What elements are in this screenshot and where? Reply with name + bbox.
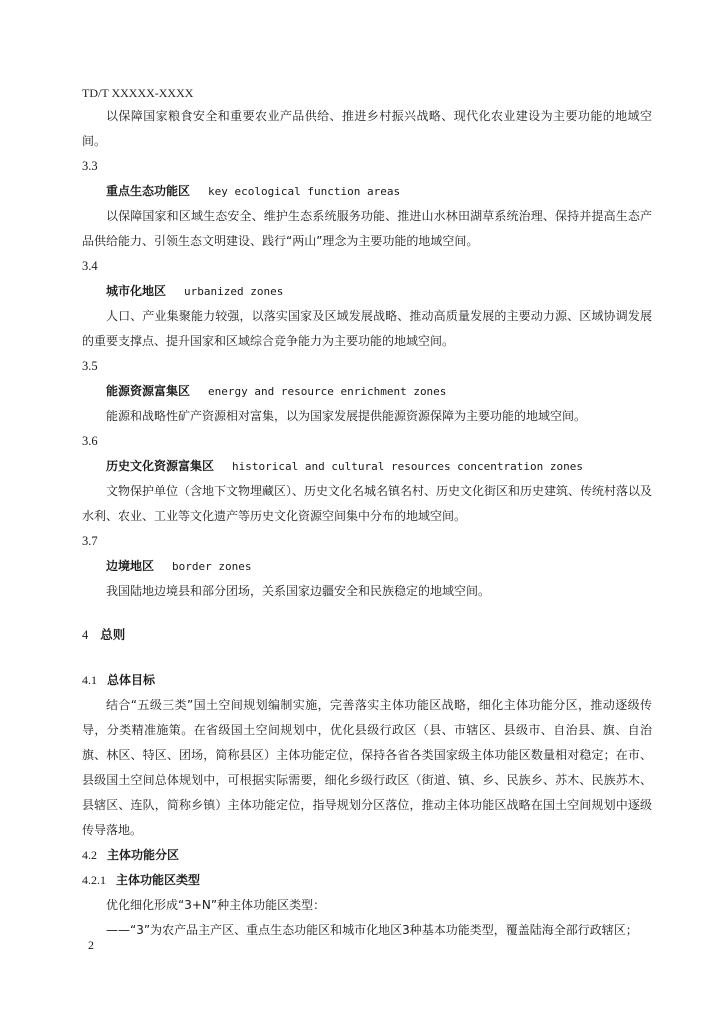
continued-paragraph: 以保障国家粮食安全和重要农业产品供给、推进乡村振兴战略、现代化农业建设为主要功能的地域空间。	[82, 109, 652, 148]
term-en: energy and resource enrichment zones	[208, 385, 447, 398]
section-title: 总体目标	[107, 673, 156, 687]
term-3-4	[82, 279, 652, 304]
term-definition-3-4: 人口、产业集聚能力较强，以落实国家及区域发展战略、推动高质量发展的主要动力源、区域协调发展的重要支撑点、提升国家和区域综合竞争能力为主要功能的地域空间。	[82, 309, 652, 348]
term-zh: 历史文化资源富集区	[106, 459, 215, 473]
term-number-3-3: 3.3	[82, 159, 98, 173]
term-3-6	[82, 454, 652, 479]
section-title: 主体功能区类型	[116, 873, 201, 887]
term-number-3-5: 3.5	[82, 359, 98, 373]
term-en: urbanized zones	[184, 285, 284, 298]
term-number-3-4: 3.4	[82, 259, 98, 273]
term-zh: 边境地区	[106, 559, 155, 573]
document-body	[82, 104, 652, 943]
term-en: key ecological function areas	[208, 185, 401, 198]
term-en: historical and cultural resources concentration zones	[232, 460, 584, 473]
term-definition-3-3: 以保障国家和区域生态安全、维护生态系统服务功能、推进山水林田湖草系统治理、保持并提高生态产品供给能力、引领生态文明建设、践行“两山”理念为主要功能的地域空间。	[82, 209, 652, 248]
section-number: 4.1	[82, 673, 97, 687]
chapter-title: 总则	[100, 627, 126, 642]
term-zh: 城市化地区	[106, 284, 167, 298]
term-zh: 重点生态功能区	[106, 184, 191, 198]
term-3-5	[82, 379, 652, 404]
term-3-3	[82, 179, 652, 204]
section-4-2-1-intro: 优化细化形成“3+N”种主体功能区类型：	[106, 898, 326, 912]
term-number-3-6: 3.6	[82, 434, 98, 448]
section-number: 4.2.1	[82, 873, 106, 887]
section-4-2-heading	[82, 843, 652, 868]
term-number-3-7: 3.7	[82, 534, 98, 548]
term-definition-3-6: 文物保护单位（含地下文物埋藏区）、历史文化名城名镇名村、历史文化街区和历史建筑、传统村落以及水利、农业、工业等文化遗产等历史文化资源空间集中分布的地域空间。	[82, 484, 653, 523]
section-number: 4.2	[82, 848, 97, 862]
section-title: 主体功能分区	[107, 848, 180, 862]
page-number: 2	[88, 938, 94, 952]
document-code-header: TD/T XXXXX-XXXX	[82, 86, 194, 100]
term-zh: 能源资源富集区	[106, 384, 191, 398]
section-4-1-heading	[82, 668, 652, 693]
term-3-7	[82, 554, 652, 579]
section-4-2-1-item: ——“3”为农产品主产区、重点生态功能区和城市化地区3种基本功能类型，覆盖陆海全部行政辖区；	[106, 923, 638, 937]
section-4-1-body: 结合“五级三类”国土空间规划编制实施，完善落实主体功能区战略，细化主体功能分区，推动逐级传导，分类精准施策。在省级国土空间规划中，优化县级行政区（县、市辖区、县级市、自治县、旗、自治旗、林区、特区、团场，简称县区）主体功能定位，保持各省各类国家级主体功能区数量相对稳定；在市、县级国土空间总体规划中，可根据实际需要，细化乡级行政区（街道、镇、乡、民族乡、苏木、民族苏木、县辖区、连队，简称乡镇）主体功能定位，指导规划分区落位，推动主体功能区战略在国土空间规划中逐级传导落地。	[82, 698, 652, 837]
term-definition-3-7: 我国陆地边境县和部分团场，关系国家边疆安全和民族稳定的地域空间。	[106, 584, 491, 598]
term-en: border zones	[172, 560, 252, 573]
chapter-4-heading	[82, 622, 652, 648]
term-definition-3-5: 能源和战略性矿产资源相对富集，以为国家发展提供能源资源保障为主要功能的地域空间。	[106, 409, 587, 423]
chapter-number: 4	[82, 628, 89, 642]
section-4-2-1-heading	[82, 868, 652, 893]
